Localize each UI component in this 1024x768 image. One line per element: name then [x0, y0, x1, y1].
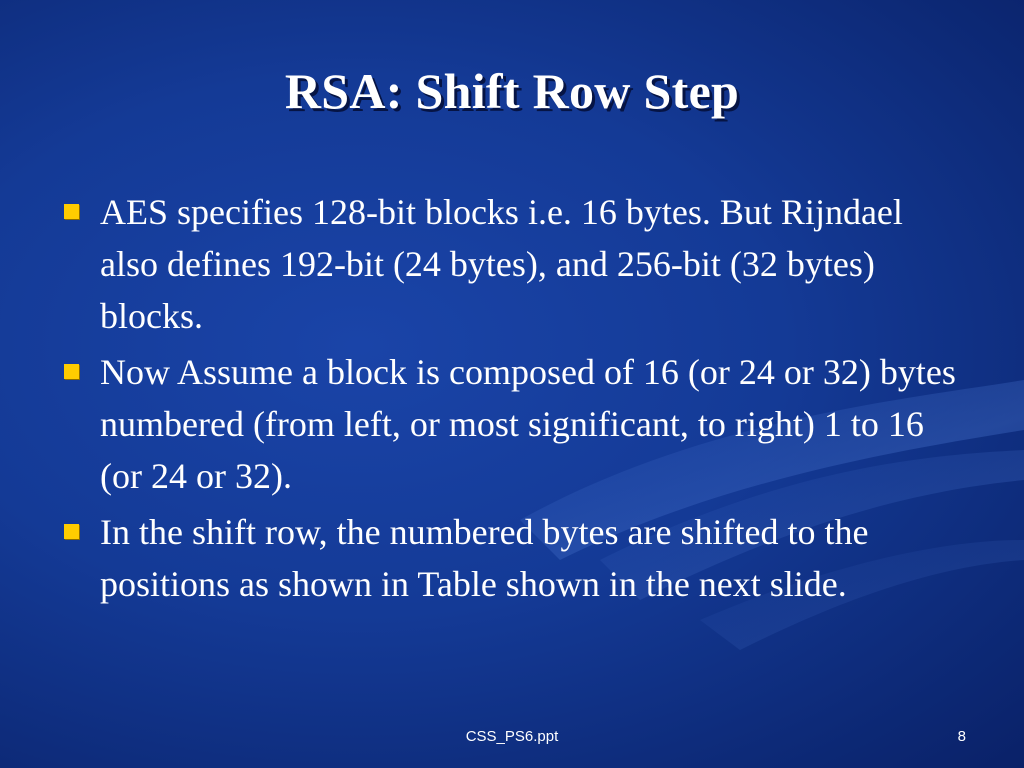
bullet-item — [62, 186, 962, 342]
footer-page-number: 8 — [957, 728, 966, 745]
square-bullet-icon — [64, 524, 79, 539]
square-bullet-icon — [64, 204, 79, 219]
bullet-text: In the shift row, the numbered bytes are shifted to the positions as shown in Table shown in the next slide. — [100, 512, 869, 604]
bullet-text: Now Assume a block is composed of 16 (or 24 or 32) bytes numbered (from left, or most significant, to right) 1 to 16 (or 24 or 32). — [100, 352, 956, 496]
bullet-text: AES specifies 128-bit blocks i.e. 16 bytes. But Rijndael also defines 192-bit (24 bytes), and 256-bit (32 bytes) blocks. — [100, 192, 903, 336]
square-bullet-icon — [64, 364, 79, 379]
bullet-item — [62, 506, 962, 610]
slide-title: RSA: Shift Row Step — [284, 63, 740, 119]
bullet-list — [62, 186, 962, 614]
footer-filename: CSS_PS6.ppt — [465, 728, 559, 745]
bullet-item — [62, 346, 962, 502]
